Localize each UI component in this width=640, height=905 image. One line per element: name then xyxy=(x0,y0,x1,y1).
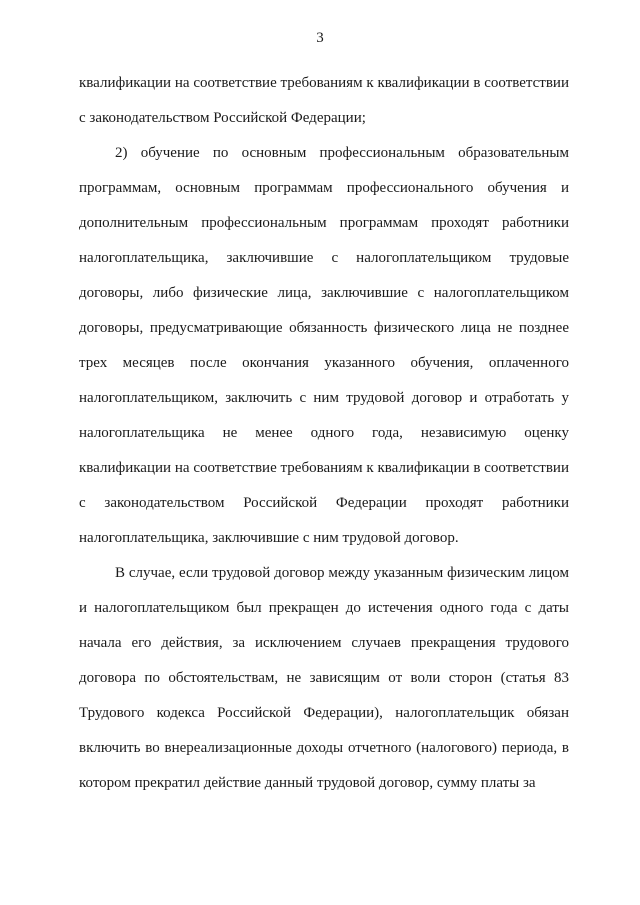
paragraph-termination-case: В случае, если трудовой договор между указанным физическим лицом и налогоплательщиком был прекращен до истечения одного года с даты начала его действия, за исключением случаев прекращения трудового договора по обстоятельствам, не зависящим от воли сторон (статья 83 Трудового кодекса Российской Федерации), налогоплательщик обязан включить во внереализационные доходы отчетного (налогового) периода, в котором прекратил действие данный трудовой договор, сумму платы за xyxy=(79,565,569,791)
document-body xyxy=(79,66,569,801)
page-number: 3 xyxy=(316,30,324,46)
paragraph-continuation: квалификации на соответствие требованиям к квалификации в соответствии с законодательством Российской Федерации; xyxy=(79,75,569,126)
paragraph-item-2: 2) обучение по основным профессиональным образовательным программам, основным программам профессионального обучения и дополнительным профессиональным программам проходят работники налогоплательщика, заключившие с налогоплательщиком трудовые договоры, либо физические лица, заключившие с налогоплательщиком договоры, предусматривающие обязанность физического лица не позднее трех месяцев после окончания указанного обучения, оплаченного налогоплательщиком, заключить с ним трудовой договор и отработать у налогоплательщика не менее одного года, независимую оценку квалификации на соответствие требованиям к квалификации в соответствии с законодательством Российской Федерации проходят работники налогоплательщика, заключившие с ним трудовой договор. xyxy=(79,145,569,546)
